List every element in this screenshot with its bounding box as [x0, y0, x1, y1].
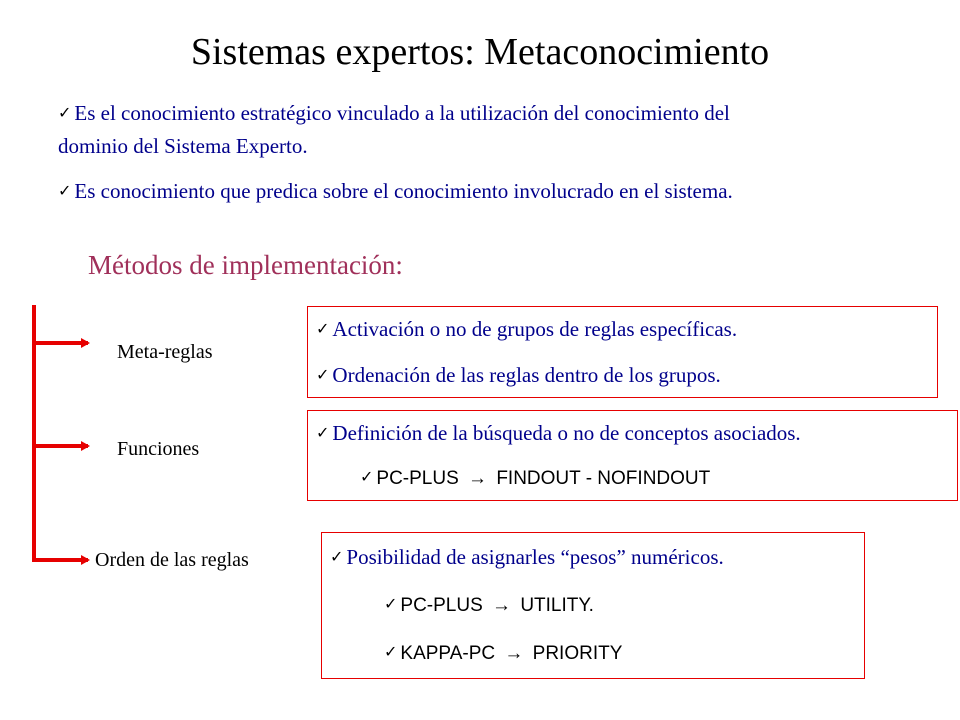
intro-bullet-1-line2: dominio del Sistema Experto. [58, 134, 308, 158]
method-label-orden-reglas: Orden de las reglas [95, 549, 249, 571]
check-icon: ✓ [360, 469, 374, 486]
orden-reglas-item-1: ✓ Posibilidad de asignarles “pesos” numéricos. [330, 545, 724, 569]
check-icon: ✓ [58, 105, 72, 122]
check-icon: ✓ [384, 596, 398, 613]
funciones-item-1: ✓ Definición de la búsqueda o no de conceptos asociados. [316, 421, 801, 445]
meta-reglas-item-1: ✓ Activación o no de grupos de reglas específicas. [316, 317, 738, 341]
arrow-icon: → [468, 468, 488, 489]
orden-reglas-sub-2: ✓ KAPPA-PC → PRIORITY [384, 643, 623, 664]
orden-reglas-box [321, 532, 865, 679]
check-icon: ✓ [384, 644, 398, 661]
funciones-sub-1: ✓ PC-PLUS → FINDOUT - NOFINDOUT [360, 468, 711, 489]
meta-reglas-box [307, 306, 938, 398]
meta-reglas-item-2: ✓ Ordenación de las reglas dentro de los grupos. [316, 363, 721, 387]
arrow-icon: → [504, 643, 524, 664]
method-label-meta-reglas: Meta-reglas [117, 341, 213, 363]
slide-title: Sistemas expertos: Metaconocimiento [190, 31, 770, 73]
check-icon: ✓ [316, 425, 330, 442]
intro-bullet-2-text: Es conocimiento que predica sobre el conocimiento involucrado en el sistema. [74, 179, 733, 203]
intro-bullet-1-line1: Es el conocimiento estratégico vinculado a la utilización del conocimiento del [74, 101, 730, 125]
methods-subtitle: Métodos de implementación: [88, 250, 403, 280]
check-icon: ✓ [330, 549, 344, 566]
orden-reglas-sub-1: ✓ PC-PLUS → UTILITY. [384, 595, 594, 616]
arrow-icon: → [492, 595, 512, 616]
method-label-funciones: Funciones [117, 438, 200, 460]
funciones-box [307, 410, 958, 501]
check-icon: ✓ [316, 367, 330, 384]
check-icon: ✓ [58, 183, 72, 200]
check-icon: ✓ [316, 321, 330, 338]
